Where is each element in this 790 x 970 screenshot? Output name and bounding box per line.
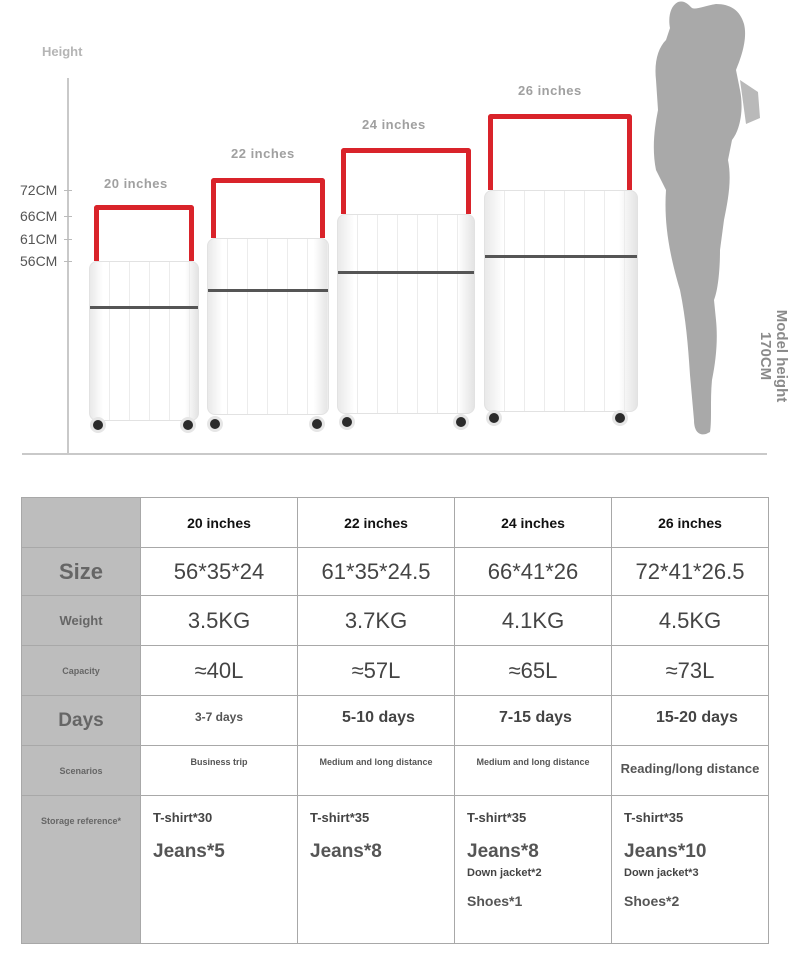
- capacity-value: ≈65L: [455, 646, 612, 696]
- wheel-icon: [207, 416, 223, 432]
- tick-label-72cm: 72CM: [20, 182, 58, 198]
- suitcase-shell: [207, 238, 329, 415]
- row-label-capacity: Capacity: [22, 646, 141, 696]
- storage-shirt: T-shirt*35: [310, 810, 370, 825]
- table-corner: [22, 498, 141, 548]
- days-value: 3-7 days: [141, 696, 298, 746]
- storage-cell-26: [612, 796, 769, 944]
- suitcase-handle: [94, 205, 194, 261]
- scenario-value: Business trip: [141, 746, 298, 796]
- storage-jeans: Jeans*10: [624, 841, 707, 862]
- weight-value: 3.5KG: [141, 596, 298, 646]
- tick-66cm: [64, 216, 72, 217]
- size-value: 61*35*24.5: [298, 548, 455, 596]
- size-label-24: 24 inches: [362, 117, 426, 132]
- storage-cell-22: [298, 796, 455, 944]
- suitcase-24-inch: [335, 148, 477, 438]
- wheel-icon: [180, 417, 196, 433]
- header-26-inches: 26 inches: [612, 498, 769, 548]
- row-label-days: Days: [22, 696, 141, 746]
- tick-56cm: [64, 261, 72, 262]
- suitcase-handle: [488, 114, 632, 190]
- wheel-icon: [309, 416, 325, 432]
- storage-jeans: Jeans*8: [310, 841, 382, 862]
- scenario-value: Medium and long distance: [455, 746, 612, 796]
- header-24-inches: 24 inches: [455, 498, 612, 548]
- weight-value: 4.5KG: [612, 596, 769, 646]
- wheel-icon: [339, 414, 355, 430]
- row-label-storage: Storage reference*: [22, 796, 141, 944]
- size-label-22: 22 inches: [231, 146, 295, 161]
- storage-jeans: Jeans*8: [467, 841, 539, 862]
- storage-shirt: T-shirt*35: [624, 810, 684, 825]
- wheel-icon: [453, 414, 469, 430]
- size-value: 66*41*26: [455, 548, 612, 596]
- header-20-inches: 20 inches: [141, 498, 298, 548]
- capacity-value: ≈73L: [612, 646, 769, 696]
- model-silhouette-icon: [640, 0, 770, 440]
- suitcase-handle: [211, 178, 325, 238]
- storage-shirt: T-shirt*35: [467, 810, 527, 825]
- suitcase-handle: [341, 148, 471, 214]
- model-height-label: Model height 170CM: [757, 309, 790, 403]
- tick-label-56cm: 56CM: [20, 253, 58, 269]
- storage-shoes: Shoes*2: [624, 893, 680, 909]
- vertical-axis: [67, 78, 69, 454]
- weight-value: 3.7KG: [298, 596, 455, 646]
- size-row: [22, 548, 769, 596]
- header-22-inches: 22 inches: [298, 498, 455, 548]
- size-value: 72*41*26.5: [612, 548, 769, 596]
- scenarios-row: [22, 746, 769, 796]
- days-value: 15-20 days: [612, 696, 769, 746]
- wheel-icon: [612, 410, 628, 426]
- suitcase-shell: [89, 261, 199, 421]
- row-label-weight: Weight: [22, 596, 141, 646]
- size-label-20: 20 inches: [104, 176, 168, 191]
- weight-row: [22, 596, 769, 646]
- storage-cell-20: [141, 796, 298, 944]
- tick-label-66cm: 66CM: [20, 208, 58, 224]
- tick-label-61cm: 61CM: [20, 231, 58, 247]
- storage-jacket: Down jacket*2: [467, 867, 542, 879]
- capacity-row: [22, 646, 769, 696]
- days-value: 7-15 days: [455, 696, 612, 746]
- capacity-value: ≈57L: [298, 646, 455, 696]
- suitcase-22-inch: [205, 178, 331, 436]
- scenario-value: Reading/long distance: [612, 746, 769, 796]
- row-label-scenarios: Scenarios: [22, 746, 141, 796]
- storage-shirt: T-shirt*30: [153, 810, 213, 825]
- suitcase-26-inch: [482, 114, 640, 436]
- header-row: [22, 498, 769, 548]
- suitcase-shell: [337, 214, 475, 414]
- storage-row: [22, 796, 769, 944]
- days-row: [22, 696, 769, 746]
- suitcase-shell: [484, 190, 638, 412]
- size-label-26: 26 inches: [518, 83, 582, 98]
- storage-shoes: Shoes*1: [467, 893, 523, 909]
- wheel-icon: [90, 417, 106, 433]
- size-value: 56*35*24: [141, 548, 298, 596]
- size-comparison-illustration: [0, 0, 790, 470]
- storage-jacket: Down jacket*3: [624, 867, 699, 879]
- tick-61cm: [64, 239, 72, 240]
- storage-cell-24: [455, 796, 612, 944]
- height-axis-label: Height: [42, 44, 83, 59]
- capacity-value: ≈40L: [141, 646, 298, 696]
- spec-table: [21, 497, 769, 944]
- weight-value: 4.1KG: [455, 596, 612, 646]
- days-value: 5-10 days: [298, 696, 455, 746]
- storage-jeans: Jeans*5: [153, 841, 225, 862]
- scenario-value: Medium and long distance: [298, 746, 455, 796]
- suitcase-20-inch: [86, 205, 202, 437]
- row-label-size: Size: [22, 548, 141, 596]
- tick-72cm: [64, 190, 72, 191]
- ground-line: [22, 453, 767, 455]
- wheel-icon: [486, 410, 502, 426]
